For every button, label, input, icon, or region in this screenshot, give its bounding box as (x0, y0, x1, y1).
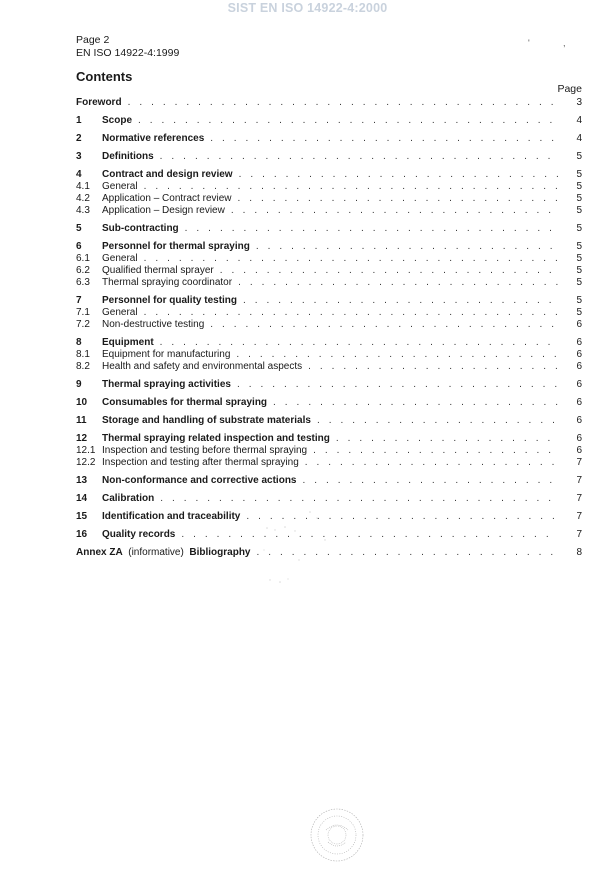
toc-leader-dots (303, 475, 559, 487)
toc-title: Personnel for quality testing (102, 295, 238, 306)
toc-number: 6.2 (76, 265, 90, 276)
toc-number: 8.1 (76, 349, 90, 360)
toc-page: 6 (576, 445, 582, 456)
toc-number: 12.1 (76, 445, 96, 456)
toc-leader-dots (144, 181, 558, 193)
toc-leader-dots (273, 397, 558, 409)
toc-title: Application – Design review (102, 205, 225, 216)
toc-entry (76, 97, 582, 109)
toc-title: Quality records (102, 529, 176, 540)
toc-title: Inspection and testing after thermal spraying (102, 457, 299, 468)
toc-leader-dots (181, 529, 558, 541)
toc-page: 8 (576, 547, 582, 558)
toc-number: 6 (76, 241, 82, 252)
toc-leader-dots (317, 415, 558, 427)
toc-entry (76, 319, 582, 331)
toc-number: 4.3 (76, 205, 90, 216)
toc-title: General (102, 307, 138, 318)
annex-label (76, 547, 257, 559)
toc-page: 5 (576, 277, 582, 288)
toc-entry (76, 223, 582, 235)
toc-leader-dots (210, 319, 558, 331)
toc-entry (76, 307, 582, 319)
toc-entry (76, 115, 582, 127)
toc-entry (76, 193, 582, 205)
toc-leader-dots (236, 349, 558, 361)
toc-entry (76, 379, 582, 391)
toc-title: Normative references (102, 133, 205, 144)
toc-number: 14 (76, 493, 88, 504)
toc-number: 7 (76, 295, 82, 306)
contents-title: Contents (76, 69, 133, 84)
toc-page: 5 (576, 151, 582, 162)
page-number: Page 2 (76, 34, 110, 46)
toc-entry (76, 181, 582, 193)
toc-entry (76, 133, 582, 145)
toc-page: 3 (576, 97, 582, 108)
toc-page: 5 (576, 223, 582, 234)
toc-number: 5 (76, 223, 82, 234)
toc-title: Contract and design review (102, 169, 233, 180)
toc-title: Calibration (102, 493, 155, 504)
table-of-contents (76, 97, 582, 559)
annex-prefix: Annex ZA (76, 547, 123, 558)
toc-leader-dots (160, 493, 558, 505)
toc-number: 16 (76, 529, 88, 540)
toc-leader-dots (313, 445, 558, 457)
toc-leader-dots (308, 361, 558, 373)
toc-entry (76, 241, 582, 253)
toc-number: 4 (76, 169, 82, 180)
toc-leader-dots (238, 193, 558, 205)
toc-page: 5 (576, 253, 582, 264)
toc-entry (76, 445, 582, 457)
toc-page: 5 (576, 307, 582, 318)
toc-leader-dots (305, 457, 558, 469)
toc-leader-dots (210, 133, 558, 145)
toc-title: General (102, 181, 138, 192)
toc-number: 7.2 (76, 319, 90, 330)
toc-title: Storage and handling of substrate materials (102, 415, 311, 426)
toc-title: Thermal spraying coordinator (102, 277, 233, 288)
toc-page: 7 (576, 475, 582, 486)
toc-page: 6 (576, 433, 582, 444)
toc-leader-dots (256, 241, 558, 253)
toc-page: 4 (576, 115, 582, 126)
toc-entry (76, 265, 582, 277)
toc-page: 6 (576, 379, 582, 390)
toc-number: 11 (76, 415, 87, 426)
toc-leader-dots (238, 277, 558, 289)
official-stamp-icon (308, 806, 366, 864)
toc-number: 6.3 (76, 277, 90, 288)
toc-page: 7 (576, 493, 582, 504)
toc-number: 7.1 (76, 307, 90, 318)
toc-leader-dots (144, 307, 558, 319)
toc-page: 4 (576, 133, 582, 144)
toc-page: 6 (576, 397, 582, 408)
toc-entry (76, 397, 582, 409)
toc-entry (76, 205, 582, 217)
toc-leader-dots (231, 205, 558, 217)
toc-entry (76, 253, 582, 265)
toc-page: 5 (576, 295, 582, 306)
toc-entry (76, 337, 582, 349)
page-header (76, 34, 179, 60)
toc-entry (76, 349, 582, 361)
toc-page: 5 (576, 193, 582, 204)
toc-page: 5 (576, 169, 582, 180)
toc-leader-dots (128, 97, 558, 109)
toc-leader-dots (185, 223, 558, 235)
toc-page: 5 (576, 241, 582, 252)
toc-number: 8.2 (76, 361, 90, 372)
toc-entry (76, 475, 582, 487)
annex-title: Bibliography (189, 547, 251, 558)
toc-leader-dots (160, 337, 558, 349)
toc-page: 7 (576, 511, 582, 522)
toc-page: 5 (576, 181, 582, 192)
toc-leader-dots (239, 169, 558, 181)
toc-entry (76, 295, 582, 307)
toc-number: 4.1 (76, 181, 90, 192)
toc-title: Equipment (102, 337, 154, 348)
toc-title: Application – Contract review (102, 193, 232, 204)
toc-entry (76, 361, 582, 373)
toc-entry (76, 433, 582, 445)
scan-mark: ' (528, 38, 530, 48)
toc-entry (76, 169, 582, 181)
toc-entry (76, 277, 582, 289)
toc-entry (76, 457, 582, 469)
toc-page: 5 (576, 265, 582, 276)
toc-number: 9 (76, 379, 82, 390)
toc-number: 12 (76, 433, 88, 444)
toc-title: Non-conformance and corrective actions (102, 475, 297, 486)
toc-title: Qualified thermal sprayer (102, 265, 214, 276)
toc-title: Foreword (76, 97, 122, 108)
toc-leader-dots (237, 379, 558, 391)
toc-leader-dots (336, 433, 558, 445)
toc-page: 5 (576, 205, 582, 216)
toc-number: 10 (76, 397, 88, 408)
toc-title: General (102, 253, 138, 264)
toc-title: Consumables for thermal spraying (102, 397, 268, 408)
toc-title: Thermal spraying related inspection and testing (102, 433, 330, 444)
toc-leader-dots (138, 115, 558, 127)
toc-leader-dots (160, 151, 558, 163)
toc-number: 3 (76, 151, 82, 162)
toc-page: 6 (576, 415, 582, 426)
toc-number: 15 (76, 511, 88, 522)
toc-entry (76, 151, 582, 163)
toc-leader-dots (220, 265, 558, 277)
toc-number: 6.1 (76, 253, 90, 264)
toc-title: Identification and traceability (102, 511, 241, 522)
toc-title: Thermal spraying activities (102, 379, 231, 390)
toc-page: 6 (576, 337, 582, 348)
toc-title: Personnel for thermal spraying (102, 241, 250, 252)
toc-page: 7 (576, 529, 582, 540)
toc-number: 1 (76, 115, 82, 126)
toc-page: 6 (576, 361, 582, 372)
annex-qualifier: (informative) (128, 547, 184, 558)
standard-id: EN ISO 14922-4:1999 (76, 47, 180, 59)
toc-title: Definitions (102, 151, 154, 162)
toc-number: 4.2 (76, 193, 90, 204)
toc-number: 2 (76, 133, 82, 144)
toc-title: Equipment for manufacturing (102, 349, 231, 360)
toc-page: 6 (576, 319, 582, 330)
toc-number: 13 (76, 475, 88, 486)
scan-mark: , (563, 38, 566, 48)
scan-smudge (255, 500, 345, 590)
page-column-label: Page (557, 83, 582, 95)
toc-title: Sub-contracting (102, 223, 179, 234)
toc-number: 12.2 (76, 457, 96, 468)
toc-leader-dots (144, 253, 558, 265)
toc-leader-dots (243, 295, 558, 307)
toc-title: Inspection and testing before thermal spraying (102, 445, 308, 456)
toc-title: Health and safety and environmental aspects (102, 361, 303, 372)
toc-page: 7 (576, 457, 582, 468)
watermark: SIST EN ISO 14922-4:2000 (227, 1, 388, 15)
toc-page: 6 (576, 349, 582, 360)
toc-title: Scope (102, 115, 133, 126)
toc-entry (76, 415, 582, 427)
toc-number: 8 (76, 337, 82, 348)
toc-title: Non-destructive testing (102, 319, 205, 330)
